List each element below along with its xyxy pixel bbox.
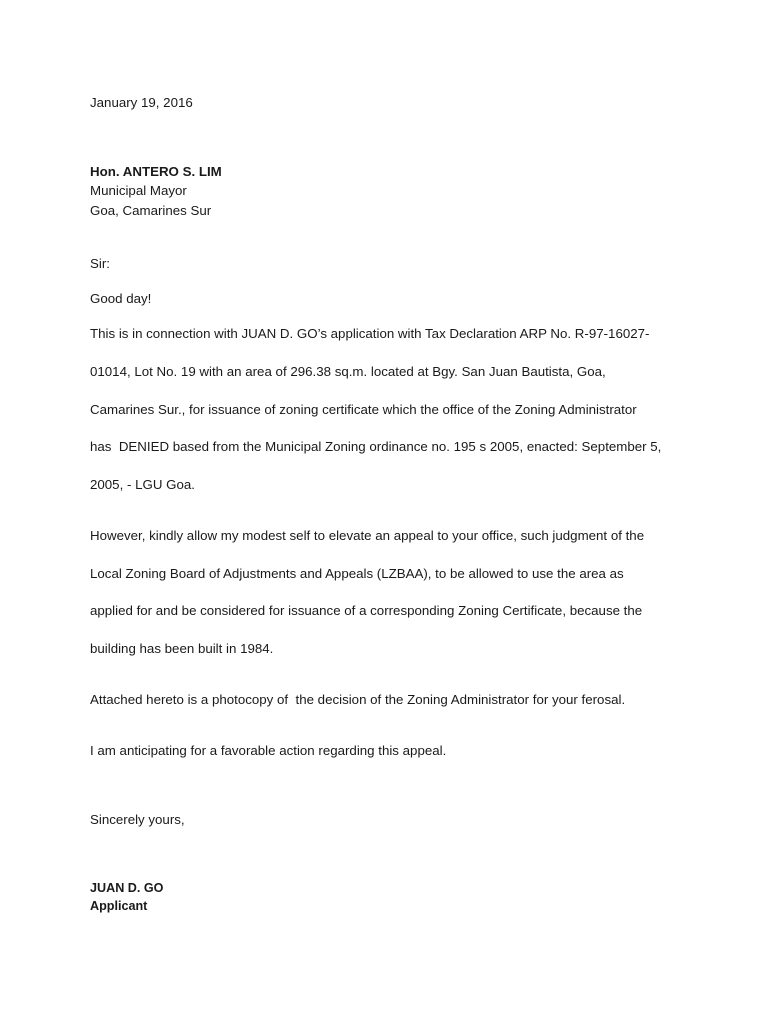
signatory-name: JUAN D. GO xyxy=(90,881,164,895)
paragraph-line: 01014, Lot No. 19 with an area of 296.38 sq.m. located at Bgy. San Juan Bautista, Goa, xyxy=(90,364,606,379)
paragraph-line: applied for and be considered for issuance of a corresponding Zoning Certificate, because the xyxy=(90,603,643,618)
paragraph-line: building has been built in 1984. xyxy=(90,641,274,656)
recipient-title: Municipal Mayor xyxy=(90,183,187,198)
recipient-address: Goa, Camarines Sur xyxy=(90,203,212,218)
paragraph-line: This is in connection with JUAN D. GO’s application with Tax Declaration ARP No. R-97-16027- xyxy=(90,326,650,341)
closing: Sincerely yours, xyxy=(90,812,185,827)
paragraph-anticipation: I am anticipating for a favorable action regarding this appeal. xyxy=(90,743,447,758)
paragraph-attachment: Attached hereto is a photocopy of the decision of the Zoning Administrator for your ferosal. xyxy=(90,692,626,707)
paragraph-line: Local Zoning Board of Adjustments and Appeals (LZBAA), to be allowed to use the area as xyxy=(90,566,624,581)
paragraph-line: Camarines Sur., for issuance of zoning certificate which the office of the Zoning Administrator xyxy=(90,402,637,417)
paragraph-line: has DENIED based from the Municipal Zoning ordinance no. 195 s 2005, enacted: September 5, xyxy=(90,439,662,454)
paragraph-line: 2005, - LGU Goa. xyxy=(90,477,195,492)
greeting: Good day! xyxy=(90,291,152,306)
signatory-role: Applicant xyxy=(90,899,148,913)
letter-date: January 19, 2016 xyxy=(90,95,193,110)
paragraph-line: However, kindly allow my modest self to elevate an appeal to your office, such judgment of the xyxy=(90,528,645,543)
salutation: Sir: xyxy=(90,256,110,271)
recipient-name: Hon. ANTERO S. LIM xyxy=(90,164,222,179)
